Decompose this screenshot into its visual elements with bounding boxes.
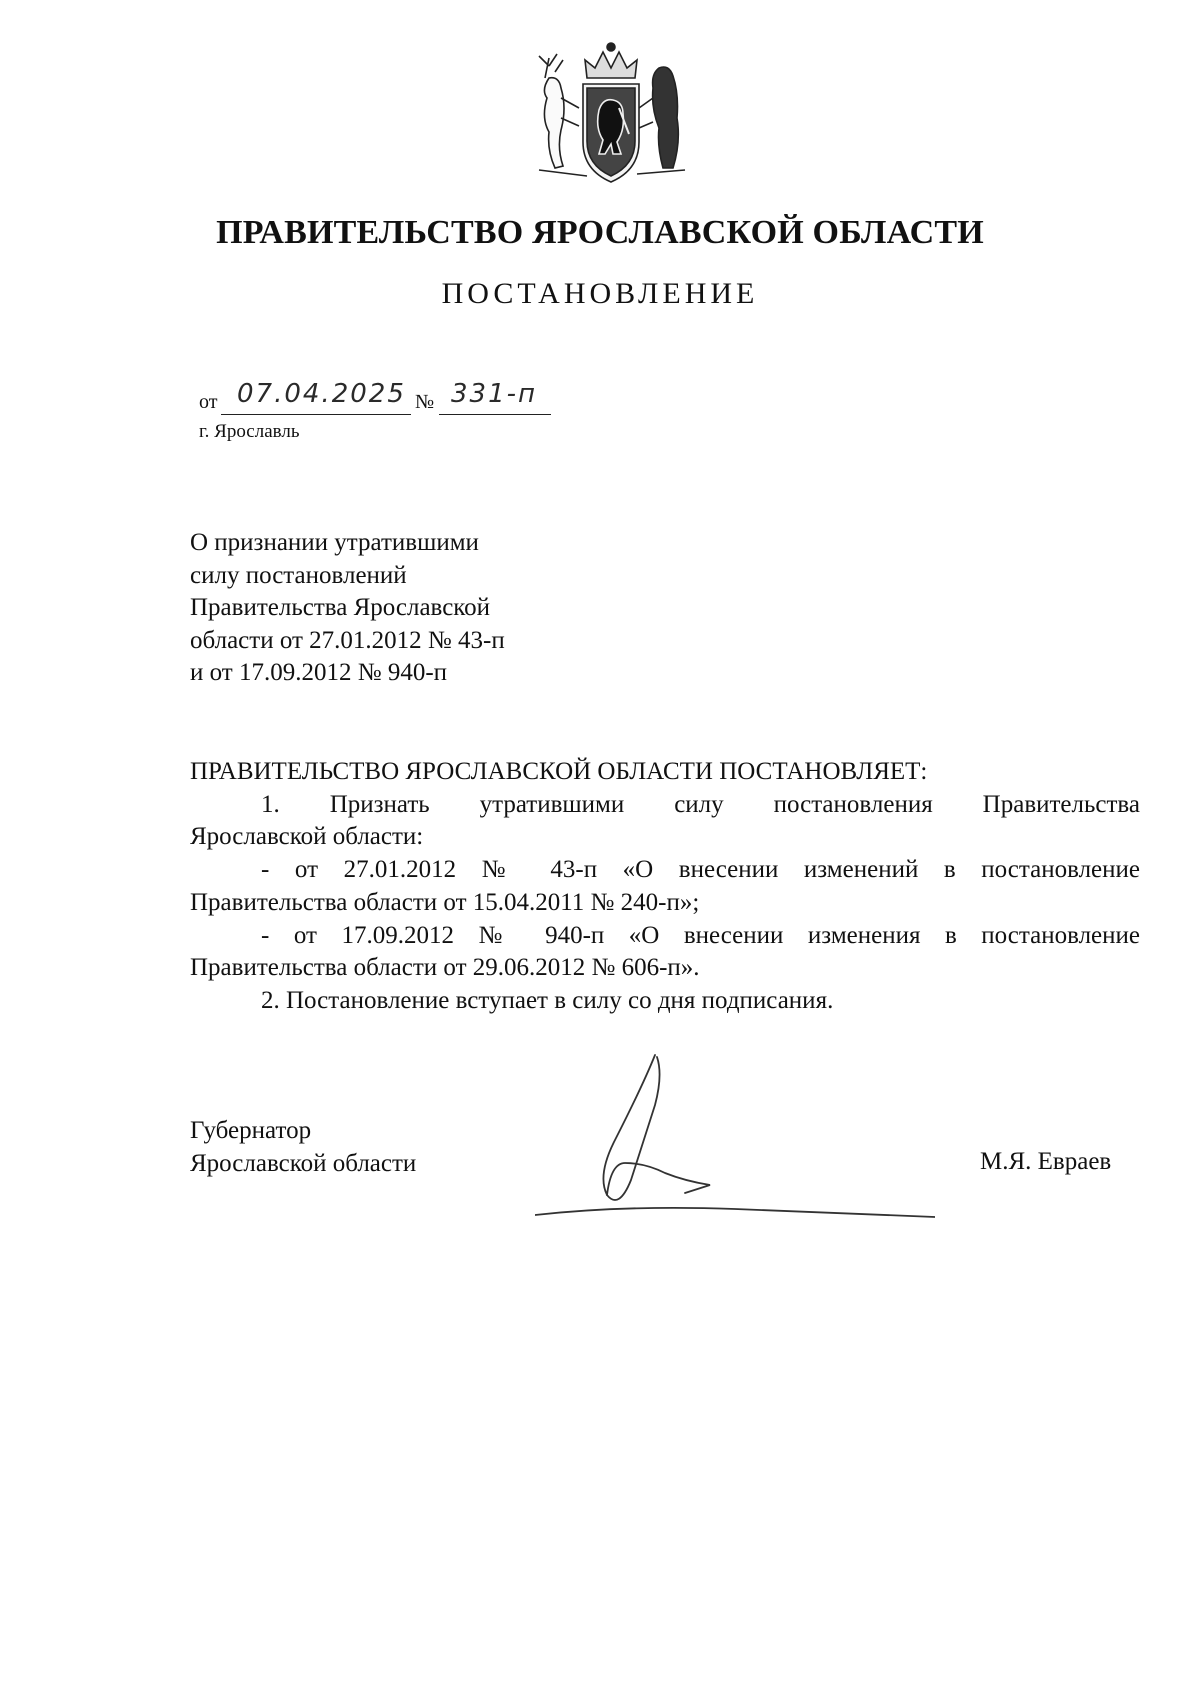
subject-line: силу постановлений [190,561,407,589]
handwritten-signature-icon [535,1045,935,1225]
subitem-1-line-2: Правительства области от 15.04.2011 № 240-п»; [190,888,700,916]
date-underline [221,414,411,415]
subject-line: области от 27.01.2012 № 43-п [190,626,505,654]
date-number-line [199,379,559,419]
date-value: 07.04.2025 [237,379,406,409]
preamble: ПРАВИТЕЛЬСТВО ЯРОСЛАВСКОЙ ОБЛАСТИ ПОСТАНОВЛЯЕТ: [190,758,928,785]
item-2: 2. Постановление вступает в силу со дня подписания. [261,986,834,1014]
yaroslavl-coat-of-arms-icon [527,38,695,188]
number-underline [439,414,551,415]
subject-line: Правительства Ярославской [190,594,491,621]
subject-line: О признании утратившими [190,529,479,556]
subitem-2-line-2: Правительства области от 29.06.2012 № 606-п». [190,954,700,982]
document-subject [190,527,505,690]
number-prefix: № [415,391,435,413]
item-1-line-1: 1. Признать утратившими силу постановления Правительства [261,790,1140,818]
government-title: ПРАВИТЕЛЬСТВО ЯРОСЛАВСКОЙ ОБЛАСТИ [216,214,984,251]
document-kind: ПОСТАНОВЛЕНИЕ [441,277,759,310]
document-body [190,756,1140,1018]
signer-position [190,1115,416,1180]
date-prefix: от [199,391,218,413]
number-value: 331-п [451,379,538,409]
signer-name: М.Я. Евраев [980,1148,1112,1175]
signer-position-line: Ярославской области [190,1149,417,1177]
subitem-2-line-1: - от 17.09.2012 № 940-п «О внесении изменения в постановление [261,921,1140,949]
signer-position-line: Губернатор [190,1117,312,1144]
subject-line: и от 17.09.2012 № 940-п [190,659,448,686]
item-1-line-2: Ярославской области: [190,823,424,851]
city: г. Ярославль [199,421,300,442]
subitem-1-line-1: - от 27.01.2012 № 43-п «О внесении изменений в постановление [261,856,1140,884]
